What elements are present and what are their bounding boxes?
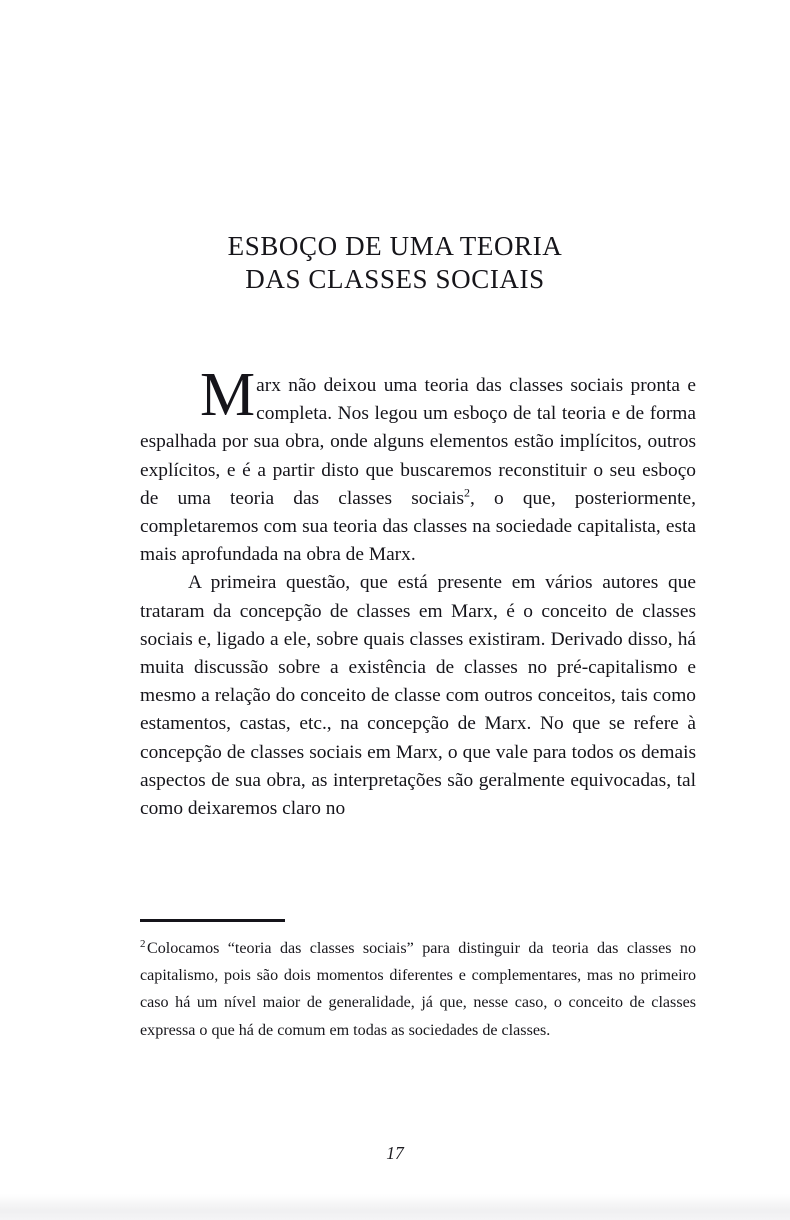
page-edge-shadow [0, 1194, 790, 1220]
footnote-reference-marker[interactable]: 2 [464, 485, 471, 500]
body-text-block [140, 361, 696, 823]
page-title [0, 230, 790, 296]
page-number: 17 [386, 1143, 404, 1163]
body-paragraph-2: A primeira questão, que está presente em vários autores que trataram da concepção de classes em Marx, é o conceito de classes sociais e, ligado a ele, sobre quais classes existiram. Derivado disso, há muita discussão sobre a existência de classes no pré-capitalismo e mesmo a relação do conceito de classe com outros conceitos, tais como estamentos, castas, etc., na concepção de Marx. No que se refere à concepção de classes sociais em Marx, o que vale para todos os demais aspectos de sua obra, as interpretações são geralmente equivocadas, tal como deixaremos claro no [140, 572, 696, 820]
drop-cap-letter: M [200, 361, 256, 429]
chapter-title-line-2: DAS CLASSES SOCIAIS [245, 264, 545, 295]
paragraph-1-text-continued: , o que, posteriormente, completaremos com sua teoria das classes na sociedade capitalista, esta mais aprofundada na obra de Marx. [140, 487, 696, 566]
paragraph-1-text: arx não deixou uma teoria das classes sociais pronta e completa. Nos legou um esboço de tal teoria e de forma espalhada por sua obra, onde alguns elementos estão implícitos, outros explícitos, e é a partir disto que buscaremos reconstituir o seu esboço de uma teoria das classes sociais [140, 375, 696, 509]
body-paragraph-1 [140, 361, 696, 569]
footnote-entry [140, 935, 696, 1044]
footnote-number: 2 [140, 937, 146, 950]
footnote-separator-rule [140, 919, 285, 922]
footnote-section [140, 919, 696, 1044]
chapter-title-line-1: ESBOÇO DE UMA TEORIA [227, 231, 563, 262]
footnote-body-text: Colocamos “teoria das classes sociais” para distinguir da teoria das classes no capitalismo, pois são dois momentos diferentes e complementares, mas no primeiro caso há um nível maior de generalidade, já que, nesse caso, o conceito de classes expressa o que há de comum em todas as sociedades de classes. [140, 940, 696, 1039]
